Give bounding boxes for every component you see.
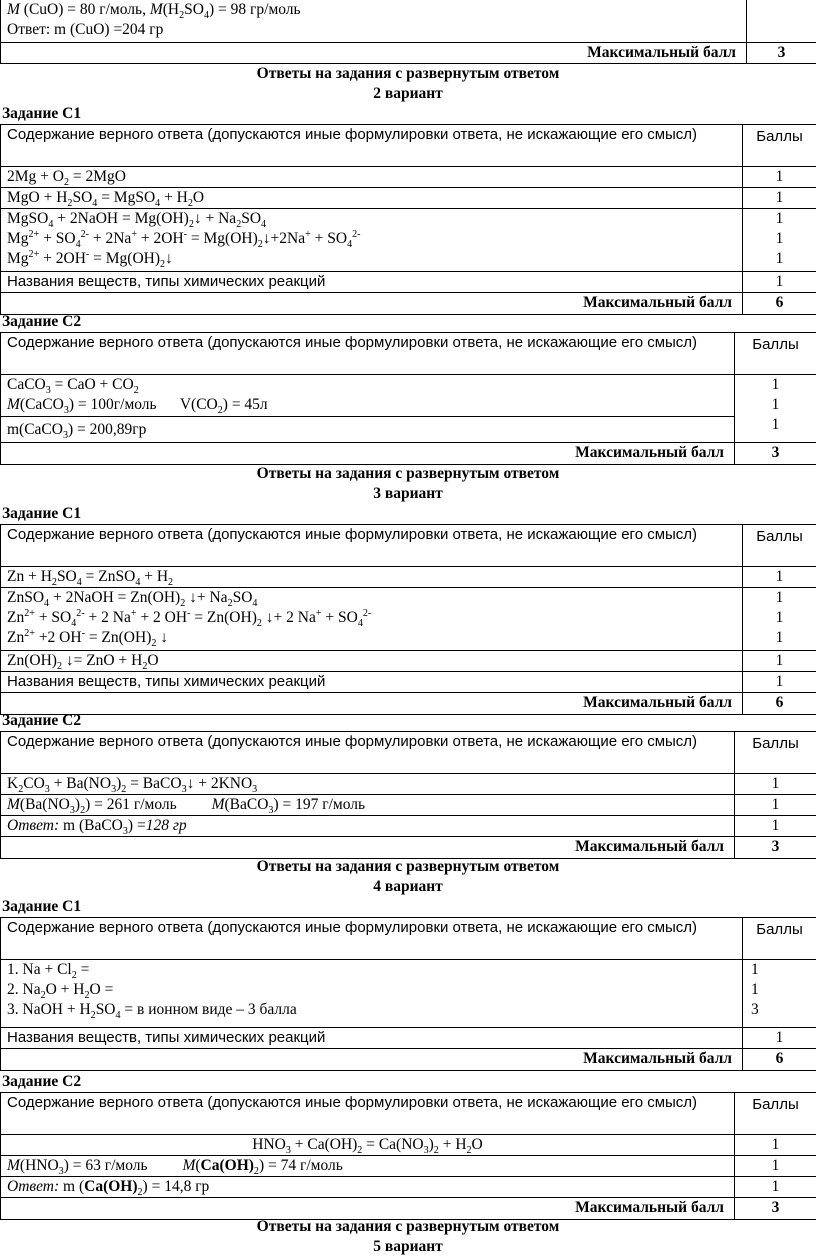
variant-title: 4 вариант — [373, 878, 443, 895]
task-c2-title: Задание С2 — [2, 313, 82, 330]
points-cell: 1 — [743, 672, 816, 693]
points-cell: 1 — [743, 1028, 816, 1049]
points-header: Баллы — [743, 525, 816, 567]
points-cell: 1 — [743, 567, 816, 588]
points-cell: 1 — [743, 272, 816, 293]
max-score-value: 3 — [735, 837, 816, 859]
answer-row: MgSO$_4$ + 2NaOH = $Mg(OH)_2↓ + Na_2SO_4$ $Mg^{2+} + SO_4^{2-} + 2Na^+ + 2OH^-$ = $Mg(OH)_2↓+2Na^+ + SO_4^{2-}$ $Mg^{2+} + 2OH^-$ = $Mg(OH)_2↓$ — [1, 209, 743, 272]
answer-row: $HNO_3 + Ca(OH)_2 = Ca(NO_3)_2 + H_2O$ — [1, 1135, 735, 1156]
max-score-label: Максимальный балл — [1, 42, 747, 63]
section-title: Ответы на задания с развернутым ответом — [256, 65, 560, 82]
content-header: Содержание верного ответа (допускаются иные формулировки ответа, не искажающие его смысл) — [1, 1093, 735, 1135]
points-header: Баллы — [735, 333, 816, 375]
variant-title: 3 вариант — [373, 485, 443, 502]
v4-c1-table — [0, 917, 816, 1071]
section-title: Ответы на задания с развернутым ответом — [256, 858, 560, 875]
points-cell: 1 — [735, 1177, 816, 1198]
max-score-label: Максимальный балл — [1, 443, 735, 465]
points-header: Баллы — [743, 918, 816, 960]
v2-c1-table — [0, 124, 816, 315]
top-content-cell — [1, 0, 747, 42]
content-header: Содержание верного ответа (допускаются иные формулировки ответа, не искажающие его смысл) — [1, 333, 735, 375]
points-cell: 1 — [743, 167, 816, 188]
answer-row: Ответ: m (BaCO$_3$) =128 гр — [1, 816, 735, 837]
answer-row: $Zn(OH)_2$ ↓= ZnO + $H_2O$ — [1, 651, 743, 672]
v3-c2-table — [0, 731, 816, 859]
names-row: Названия веществ, типы химических реакций — [1, 672, 743, 693]
max-score-label: Максимальный балл — [1, 293, 743, 315]
max-score-label: Максимальный балл — [1, 1198, 735, 1220]
points-header: Баллы — [743, 125, 816, 167]
points-cell: 1 — [735, 795, 816, 816]
answer-row: 1. $Na + Cl_2$ = 2. $Na_2O + H_2O$ = 3. NaOH + $H_2SO_4 = в$ ионном виде – 3 балла — [1, 960, 743, 1028]
points-header: Баллы — [735, 1093, 816, 1135]
v2-c2-table — [0, 332, 816, 465]
points-cell: 1 — [743, 188, 816, 209]
top-line-2: Ответ: m (CuO) =204 гр — [7, 21, 164, 38]
content-header: Содержание верного ответа (допускаются иные формулировки ответа, не искажающие его смысл) — [1, 732, 735, 774]
answer-row: ZnSO$_4$ + 2NaOH = $Zn(OH)_2$ ↓+ $Na_2SO_4$ $Zn^{2+} + SO_4^{2-} + 2$ Na+ + 2 $OH^- = Zn(OH)_2$ ↓+ 2 $Na^+ + SO_4^{2-}$ $Zn^{2+} +2$ $OH^- = Zn(OH)_2$ ↓ — [1, 588, 743, 651]
max-score-value: 6 — [743, 1049, 816, 1071]
max-score-label: Максимальный балл — [1, 1049, 743, 1071]
answer-row: $K_2CO_3 + Ba(NO_3)_2$ = BaCO$_3$↓ + $2KNO_3$ — [1, 774, 735, 795]
content-header: Содержание верного ответа (допускаются иные формулировки ответа, не искажающие его смысл) — [1, 125, 743, 167]
names-row: Названия веществ, типы химических реакций — [1, 1028, 743, 1049]
top-line-1: M (CuO) = 80 г/моль, $M(H_2SO_4) = 98$ гр/моль — [7, 1, 301, 22]
variant-title: 5 вариант — [373, 1238, 443, 1255]
max-score-value: 6 — [743, 693, 816, 715]
points-cell: 1 1 1 — [743, 209, 816, 272]
v3-c1-table — [0, 524, 816, 715]
points-cell: 1 — [743, 651, 816, 672]
content-header: Содержание верного ответа (допускаются иные формулировки ответа, не искажающие его смысл) — [1, 918, 743, 960]
section-title: Ответы на задания с развернутым ответом — [256, 1218, 560, 1235]
answer-row: MgO + $H_2SO_4$ = MgSO$_4$ + $H_2O$ — [1, 188, 743, 209]
names-row: Названия веществ, типы химических реакций — [1, 272, 743, 293]
max-score-label: Максимальный балл — [1, 693, 743, 715]
max-score-value: 3 — [735, 1198, 816, 1220]
points-cell: 1 1 1 — [735, 375, 816, 443]
answer-row: CaCO$_3$ = CaO + $CO_2$ M(CaCO$_3$) = 100г/моль $V(CO_2) = 45л$ — [1, 375, 735, 417]
points-cell: 1 — [735, 816, 816, 837]
points-cell: 1 — [735, 774, 816, 795]
points-cell: 1 — [735, 1135, 816, 1156]
task-c2-title: Задание С2 — [2, 712, 82, 729]
max-score-value: 6 — [743, 293, 816, 315]
max-score-value: 3 — [735, 443, 816, 465]
task-c1-title: Задание С1 — [2, 898, 82, 915]
points-cell: 1 1 1 — [743, 588, 816, 651]
points-cell: 1 — [735, 1156, 816, 1177]
top-points-cell — [747, 0, 816, 42]
v4-c2-table — [0, 1092, 816, 1220]
variant-title: 2 вариант — [373, 85, 443, 102]
points-cell: 1 1 3 — [743, 960, 816, 1028]
answer-row: m(CaCO$_3$) = 200,89гр — [1, 417, 735, 443]
task-c1-title: Задание С1 — [2, 105, 82, 122]
answer-row: $2Mg + O_2 = 2MgO$ — [1, 167, 743, 188]
points-header: Баллы — [735, 732, 816, 774]
answer-row: $M(Ba(NO_3)_2) = 261$ г/моль M(BaCO$_3$) = 197 г/моль — [1, 795, 735, 816]
task-c2-title: Задание С2 — [2, 1073, 82, 1090]
answer-row: Ответ: m $(Ca(OH)_2) = 14,8$ гр — [1, 1177, 735, 1198]
top-table — [0, 0, 816, 64]
answer-row: $M(HNO_3) = 63$ г/моль $M(Ca(OH)_2) = 74$ г/моль — [1, 1156, 735, 1177]
content-header: Содержание верного ответа (допускаются иные формулировки ответа, не искажающие его смысл) — [1, 525, 743, 567]
section-title: Ответы на задания с развернутым ответом — [256, 465, 560, 482]
task-c1-title: Задание С1 — [2, 505, 82, 522]
answer-row: $Zn + H_2SO_4$ = ZnSO$_4$ + $H_2$ — [1, 567, 743, 588]
max-score-value: 3 — [747, 42, 816, 63]
max-score-label: Максимальный балл — [1, 837, 735, 859]
